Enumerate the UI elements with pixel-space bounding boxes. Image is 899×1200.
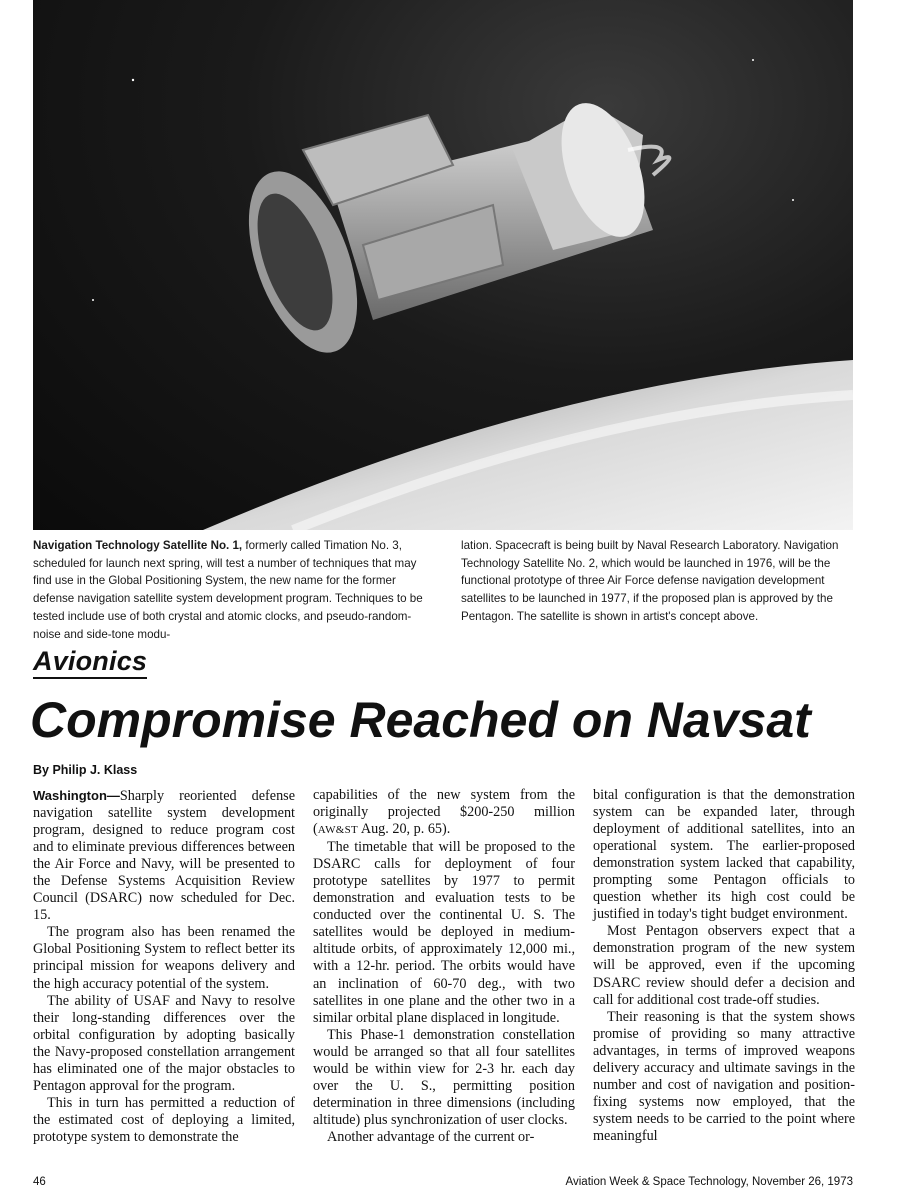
paragraph: The program also has been renamed the Global Positioning System to reflect better its principal mission for weapons delivery and the high accuracy potential of the system. — [33, 924, 295, 992]
paragraph: Most Pentagon observers expect that a demonstration program of the new system will be approved, even if the upcoming DSARC review should defer a decision and call for additional cost trade-off studies. — [593, 923, 855, 1008]
article-column-2 — [313, 787, 575, 1146]
paragraph: The ability of USAF and Navy to resolve their long-standing differences over the orbital configuration by adopting basically the Navy-proposed constellation arrangement has eliminated one of the major obstacles to Pentagon approval for the program. — [33, 992, 295, 1094]
paragraph: The timetable that will be proposed to the DSARC calls for deployment of four prototype satellites by 1977 to permit demonstration and evaluation tests to be conducted over the continental U. S. The satellites would be deployed in medium-altitude orbits, of approximately 12,000 mi., with a 12-hr. period. The orbits would have an inclination of 60-70 deg., with two satellites in one plane and the other two in a similar orbital plane displaced in longitude. — [313, 839, 575, 1026]
paragraph: This Phase-1 demonstration constellation would be arranged so that all four satellites would be within view for 2-3 hr. each day over the U. S., permitting position determination in three dimensions (including altitude) plus synchronization of user clocks. — [313, 1026, 575, 1128]
section-label: Avionics — [33, 645, 147, 679]
page-number: 46 — [33, 1176, 46, 1188]
publication-line: Aviation Week & Space Technology, November 26, 1973 — [565, 1176, 853, 1188]
byline: By Philip J. Klass — [33, 763, 138, 777]
caption-lead: Navigation Technology Satellite No. 1, — [33, 539, 243, 552]
dateline: Washington— — [33, 788, 120, 803]
satellite-photo — [33, 0, 853, 530]
article-column-3 — [593, 787, 855, 1145]
paragraph-text: Aug. 20, p. 65). — [358, 821, 451, 838]
caption-left-column — [33, 537, 433, 643]
earth-horizon — [203, 360, 853, 530]
caption-left-text: formerly called Timation No. 3, scheduled for launch next spring, will test a number of techniques that may find use in the Global Positioning System, the new name for the former defense navigation satellite system development program. Techniques to be tested include use of both crystal and atomic clocks, and pseudo-random-noise and side-tone modu- — [33, 539, 423, 641]
paragraph: bital configuration is that the demonstration system can be expanded later, through deployment of additional satellites, into an operational system. The earlier-proposed demonstration system lacked that capability, prompting some Pentagon officials to question whether its high cost could be justified in today's tight budget environment. — [593, 787, 855, 923]
paragraph: This in turn has permitted a reduction of the estimated cost of deploying a limited, prototype system to demonstrate the — [33, 1094, 295, 1145]
article-column-1 — [33, 787, 295, 1146]
paragraph — [313, 787, 575, 839]
satellite-illustration — [33, 0, 853, 530]
paragraph: Another advantage of the current or- — [327, 1128, 535, 1145]
paragraph-text: Sharply reoriented defense navigation satellite system development program, designed to reduce program cost and to eliminate previous differences between the Air Force and Navy, will be presented to the Defense Systems Acquisition Review Council (DSARC) now scheduled for Dec. 15. — [33, 788, 295, 924]
paragraph: Their reasoning is that the system shows promise of providing so many attractive advantages, in terms of improved weapons delivery accuracy and ultimate savings in the number and cost of navigation and position-fixing systems now employed, that the system needs to be carried to the point where meaningful — [593, 1008, 855, 1144]
reference-abbrev: AW&ST — [317, 824, 359, 837]
caption-right-column: lation. Spacecraft is being built by Naval Research Laboratory. Navigation Technology Satellite No. 2, which would be launched in 1976, will be the functional prototype of three Air Force defense navigation development satellites to be launched in 1977, if the proposed plan is approved by the Pentagon. The satellite is shown in artist's concept above. — [461, 539, 839, 623]
paragraph — [33, 787, 295, 924]
headline: Compromise Reached on Navsat — [30, 692, 811, 748]
paragraph-text: capabilities of the new system from the originally projected $200-250 million ( — [313, 787, 575, 838]
